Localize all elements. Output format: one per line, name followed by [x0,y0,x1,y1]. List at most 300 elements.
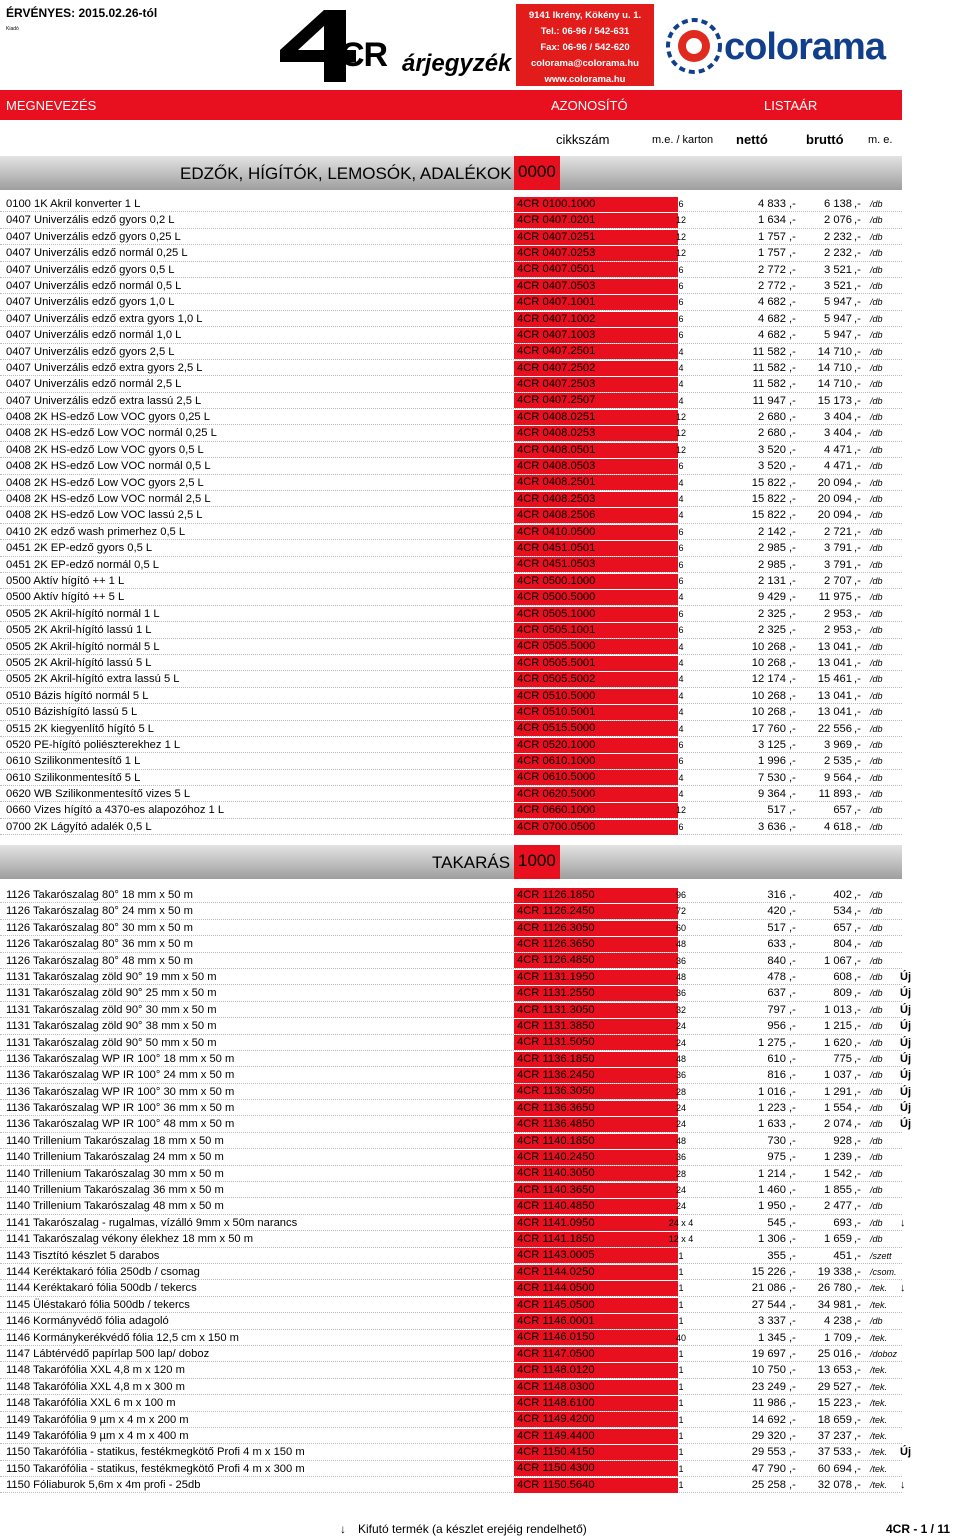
table-row[interactable] [0,475,960,491]
table-row[interactable] [0,786,960,802]
net-price-dash: ,- [789,1413,796,1426]
contact-phone: Tel.: 06-96 / 542-631 [540,26,630,37]
unit-of-measure: /db [870,1103,883,1114]
gross-price-dash: ,- [854,345,861,358]
col-me: m. e. [868,134,893,146]
net-price-dash: ,- [789,1364,796,1377]
net-price: 4 833 [758,198,786,210]
product-name: 0408 2K HS-edző Low VOC gyors 0,5 L [6,443,204,456]
product-code: 4CR 0407.0503 [514,279,678,294]
unit-of-measure: /db [870,379,883,390]
net-price-dash: ,- [789,820,796,833]
table-row[interactable] [0,1264,960,1280]
net-price-dash: ,- [789,970,796,983]
product-code: 4CR 0100.1000 [514,197,678,212]
product-code: 4CR 1150.4300 [514,1461,678,1476]
net-price-dash: ,- [789,460,796,473]
net-price-dash: ,- [789,722,796,735]
table-row[interactable] [0,802,960,818]
contact-box [516,4,654,86]
table-row[interactable] [0,969,960,985]
pack-quantity: 4 [678,723,684,734]
product-name: 1126 Takarószalag 80° 24 mm x 50 m [6,905,193,918]
new-product-badge: Új [900,1446,911,1459]
table-row[interactable] [0,1461,960,1477]
product-code: 4CR 1126.2450 [514,904,678,919]
unit-of-measure: /db [870,362,883,373]
table-row[interactable] [0,212,960,228]
unit-of-measure: /tek. [870,1430,888,1441]
net-price-dash: ,- [789,607,796,620]
gross-price: 13 041 [817,689,852,702]
product-code: 4CR 0407.2507 [514,393,678,408]
table-row[interactable] [0,1116,960,1132]
column-header-bar [0,90,902,120]
gross-price: 804 [833,938,852,951]
table-row[interactable] [0,540,960,556]
table-row[interactable] [0,721,960,737]
pack-quantity: 4 [678,379,684,390]
unit-of-measure: /db [870,1234,883,1245]
product-code: 4CR 0505.5000 [514,639,678,654]
pack-quantity: 6 [678,608,684,619]
net-price: 3 337 [758,1315,786,1328]
table-row[interactable] [0,442,960,458]
net-price: 14 692 [751,1413,786,1426]
new-product-badge: Új [900,1020,911,1033]
pack-quantity: 1 [678,1463,684,1474]
pack-quantity: 4 [678,707,684,718]
table-row[interactable] [0,1428,960,1444]
pack-quantity: 1 [678,1348,684,1359]
product-name: 1145 Üléstakaró fólia 500db / tekercs [6,1298,190,1311]
pack-quantity: 12 [675,805,686,816]
table-row[interactable] [0,1362,960,1378]
product-name: 1150 Fóliaburok 5,6m x 4m profi - 25db [6,1479,201,1492]
pack-quantity: 1 [678,1299,684,1310]
net-price-dash: ,- [789,214,796,227]
gross-price-dash: ,- [854,1233,861,1246]
unit-of-measure: /db [870,789,883,800]
table-row[interactable] [0,606,960,622]
pack-quantity: 12 [675,231,686,242]
pack-quantity: 1 [678,1365,684,1376]
table-row[interactable] [0,573,960,589]
net-price-dash: ,- [789,1397,796,1410]
net-price: 7 530 [758,771,786,784]
gross-price: 15 461 [817,673,852,686]
net-price: 1 460 [758,1184,786,1197]
product-name: 0451 2K EP-edző gyors 0,5 L [6,542,153,555]
product-name: 0505 2K Akril-hígító lassú 5 L [6,656,152,669]
net-price-dash: ,- [789,411,796,424]
gross-price-dash: ,- [854,1249,861,1262]
gross-price: 1 709 [824,1331,852,1344]
unit-of-measure: /tek. [870,1299,888,1310]
section-code-edzok: 0000 [514,156,560,190]
pack-quantity: 24 x 4 [668,1217,694,1228]
product-code: 4CR 0515.5000 [514,721,678,736]
table-row[interactable] [0,393,960,409]
net-price-dash: ,- [789,738,796,751]
gross-price-dash: ,- [854,591,861,604]
gross-price-dash: ,- [854,1413,861,1426]
table-row[interactable] [0,278,960,294]
pack-quantity: 4 [678,592,684,603]
net-price-dash: ,- [789,443,796,456]
table-row[interactable] [0,688,960,704]
product-name: 1146 Kormányvédő fólia adagoló [6,1315,169,1328]
gross-price: 809 [833,987,852,1000]
table-row[interactable] [0,887,960,903]
section-bar-edzok [0,156,902,190]
table-row[interactable] [0,376,960,392]
table-row[interactable] [0,1215,960,1231]
product-name: 0407 Univerzális edző normál 1,0 L [6,329,182,342]
pack-quantity: 72 [675,906,686,917]
unit-of-measure: /db [870,559,883,570]
pack-quantity: 24 [675,1185,686,1196]
table-row[interactable] [0,655,960,671]
gross-price: 534 [833,905,852,918]
unit-of-measure: /db [870,739,883,750]
table-row[interactable] [0,1280,960,1296]
gross-price-dash: ,- [854,640,861,653]
gross-price: 3 791 [824,558,852,571]
unit-of-measure: /db [870,1217,883,1228]
gross-price-dash: ,- [854,558,861,571]
table-row[interactable] [0,1133,960,1149]
table-row[interactable] [0,1198,960,1214]
table-row[interactable] [0,936,960,952]
publisher-tiny-text: Kiadó [6,26,19,32]
product-name: 0505 2K Akril-hígító lassú 1 L [6,624,152,637]
product-name: 1150 Takarófólia - statikus, festékmegkötő Profi 4 m x 300 m [6,1462,305,1475]
table-row[interactable] [0,1035,960,1051]
gross-price-dash: ,- [854,656,861,669]
table-row[interactable] [0,425,960,441]
pack-quantity: 4 [678,477,684,488]
product-code: 4CR 1150.5640 [514,1478,678,1493]
net-price: 2 772 [758,263,786,276]
gross-price-dash: ,- [854,1429,861,1442]
product-code: 4CR 1136.3650 [514,1101,678,1116]
unit-of-measure: /db [870,280,883,291]
table-row[interactable] [0,1084,960,1100]
gross-price: 20 094 [817,493,852,506]
product-name: 1136 Takarószalag WP IR 100° 36 mm x 50 m [6,1102,235,1115]
product-code: 4CR 1136.1850 [514,1052,678,1067]
net-price: 4 682 [758,329,786,342]
table-row[interactable] [0,1346,960,1362]
product-name: 1131 Takarószalag zöld 90° 25 mm x 50 m [6,987,217,1000]
gross-price: 1 037 [824,1069,852,1082]
gross-price: 34 981 [817,1298,852,1311]
net-price: 1 634 [758,214,786,227]
table-row[interactable] [0,557,960,573]
table-row[interactable] [0,262,960,278]
pack-quantity: 1 [678,1480,684,1491]
product-code: 4CR 1144.0500 [514,1281,678,1296]
product-name: 0505 2K Akril-hígító extra lassú 5 L [6,673,180,686]
unit-of-measure: /db [870,231,883,242]
gross-price: 3 521 [824,279,852,292]
table-row[interactable] [0,1002,960,1018]
gross-price: 3 404 [824,427,852,440]
pack-quantity: 48 [675,1053,686,1064]
table-row[interactable] [0,294,960,310]
net-price-dash: ,- [789,1331,796,1344]
unit-of-measure: /tek. [870,1414,888,1425]
net-price: 610 [767,1052,786,1065]
gross-price-dash: ,- [854,411,861,424]
net-price-dash: ,- [789,1003,796,1016]
unit-of-measure: /db [870,939,883,950]
table-row[interactable] [0,819,960,835]
unit-of-measure: /tek. [870,1480,888,1491]
product-code: 4CR 0505.1000 [514,607,678,622]
unit-of-measure: /tek. [870,1365,888,1376]
product-name: 0407 Univerzális edző normál 2,5 L [6,378,182,391]
gross-price-dash: ,- [854,738,861,751]
table-row[interactable] [0,1100,960,1116]
table-row[interactable] [0,458,960,474]
gross-price: 2 232 [824,247,852,260]
product-code: 4CR 1141.1850 [514,1232,678,1247]
table-row[interactable] [0,1018,960,1034]
net-price-dash: ,- [789,1167,796,1180]
pack-quantity: 6 [678,297,684,308]
unit-of-measure: /db [870,264,883,275]
discontinued-arrow-icon: ↓ [900,1282,906,1295]
table-row[interactable] [0,1330,960,1346]
gross-price-dash: ,- [854,820,861,833]
table-row[interactable] [0,344,960,360]
table-row[interactable] [0,1149,960,1165]
net-price: 15 226 [751,1265,786,1278]
gross-price: 14 710 [817,361,852,374]
logo-cr-text: CR [340,36,388,74]
table-row[interactable] [0,245,960,261]
table-row[interactable] [0,985,960,1001]
product-code: 4CR 0407.0501 [514,262,678,277]
table-row[interactable] [0,1444,960,1460]
product-name: 1136 Takarószalag WP IR 100° 30 mm x 50 m [6,1085,235,1098]
table-row[interactable] [0,524,960,540]
net-price: 975 [767,1151,786,1164]
table-row[interactable] [0,327,960,343]
pack-quantity: 6 [678,280,684,291]
product-name: 1150 Takarófólia - statikus, festékmegkötő Profi 4 m x 150 m [6,1446,305,1459]
gross-price-dash: ,- [854,312,861,325]
gross-price: 2 076 [824,214,852,227]
net-price: 1 950 [758,1200,786,1213]
col-me-karton: m.e. / karton [652,134,714,146]
net-price-dash: ,- [789,1052,796,1065]
table-row[interactable] [0,622,960,638]
table-row[interactable] [0,1067,960,1083]
product-name: 0407 Univerzális edző extra gyors 2,5 L [6,361,203,374]
table-row[interactable] [0,770,960,786]
gross-price: 37 533 [817,1446,852,1459]
gross-price-dash: ,- [854,1020,861,1033]
product-name: 0660 Vizes hígító a 4370-es alapozóhoz 1 L [6,804,225,817]
net-price: 3 520 [758,443,786,456]
pack-quantity: 6 [678,756,684,767]
table-row[interactable] [0,1248,960,1264]
table-row[interactable] [0,953,960,969]
net-price-dash: ,- [789,755,796,768]
table-row[interactable] [0,737,960,753]
net-price: 478 [767,970,786,983]
table-row[interactable] [0,1297,960,1313]
product-name: 1136 Takarószalag WP IR 100° 24 mm x 50 m [6,1069,235,1082]
product-name: 0520 PE-hígító poliészterekhez 1 L [6,738,181,751]
net-price: 3 125 [758,738,786,751]
unit-of-measure: /db [870,805,883,816]
discontinued-arrow-icon: ↓ [900,1479,906,1492]
table-row[interactable] [0,1313,960,1329]
product-code: 4CR 0408.0501 [514,443,678,458]
table-row[interactable] [0,589,960,605]
product-name: 0408 2K HS-edző Low VOC gyors 2,5 L [6,476,204,489]
table-row[interactable] [0,360,960,376]
table-row[interactable] [0,1379,960,1395]
gross-price: 60 694 [817,1462,852,1475]
pack-quantity: 12 [675,248,686,259]
pack-quantity: 48 [675,939,686,950]
net-price-dash: ,- [789,312,796,325]
net-price-dash: ,- [789,1380,796,1393]
gross-price: 2 953 [824,607,852,620]
gross-price-dash: ,- [854,938,861,951]
contact-website[interactable]: www.colorama.hu [544,74,626,85]
product-name: 0407 Univerzális edző normál 0,5 L [6,279,182,292]
product-code: 4CR 0610.5000 [514,770,678,785]
table-row[interactable] [0,1051,960,1067]
gross-price-dash: ,- [854,1118,861,1131]
table-row[interactable] [0,229,960,245]
net-price: 9 429 [758,591,786,604]
table-row[interactable] [0,1231,960,1247]
pack-quantity: 4 [678,641,684,652]
product-name: 0407 Univerzális edző gyors 0,25 L [6,230,181,243]
table-row[interactable] [0,507,960,523]
gross-price-dash: ,- [854,788,861,801]
gross-price: 14 710 [817,378,852,391]
gross-price: 20 094 [817,509,852,522]
table-row[interactable] [0,704,960,720]
product-code: 4CR 0505.1001 [514,623,678,638]
net-price: 11 986 [752,1397,786,1410]
net-price: 2 325 [758,624,786,637]
gross-price: 11 893 [818,788,852,801]
net-price-dash: ,- [789,1233,796,1246]
table-row[interactable] [0,920,960,936]
table-row[interactable] [0,1412,960,1428]
unit-of-measure: /db [870,428,883,439]
product-code: 4CR 1136.4850 [514,1117,678,1132]
product-name: 0408 2K HS-edző Low VOC normál 2,5 L [6,493,211,506]
net-price: 1 345 [758,1331,786,1344]
net-price: 1 996 [758,755,786,768]
table-row[interactable] [0,491,960,507]
net-price: 23 249 [751,1380,786,1393]
table-row[interactable] [0,903,960,919]
product-name: 0407 Univerzális edző gyors 0,5 L [6,263,175,276]
4cr-logo [280,10,510,82]
net-price-dash: ,- [789,279,796,292]
gross-price-dash: ,- [854,689,861,702]
pack-quantity: 4 [678,510,684,521]
unit-of-measure: /db [870,625,883,636]
net-price-dash: ,- [789,987,796,1000]
product-code: 4CR 0408.2503 [514,492,678,507]
unit-of-measure: /tek. [870,1463,888,1474]
net-price: 3 636 [758,820,786,833]
table-row[interactable] [0,1166,960,1182]
product-code: 4CR 1143.0005 [514,1248,678,1263]
product-name: 0408 2K HS-edző Low VOC normál 0,5 L [6,460,211,473]
table-row[interactable] [0,639,960,655]
net-price: 633 [767,938,786,951]
pack-quantity: 24 [675,1201,686,1212]
col-netto: nettó [736,132,768,147]
net-price: 1 016 [758,1085,786,1098]
product-name: 0408 2K HS-edző Low VOC lassú 2,5 L [6,509,203,522]
product-code: 4CR 1147.0500 [514,1347,678,1362]
product-name: 1149 Takarófólia 9 µm x 4 m x 200 m [6,1413,189,1426]
net-price-dash: ,- [789,329,796,342]
product-code: 4CR 0500.5000 [514,590,678,605]
table-row[interactable] [0,311,960,327]
net-price-dash: ,- [789,1118,796,1131]
table-row[interactable] [0,1182,960,1198]
unit-of-measure: /db [870,215,883,226]
product-code: 4CR 1126.4850 [514,953,678,968]
net-price: 2 985 [758,558,786,571]
table-row[interactable] [0,1395,960,1411]
gross-price: 1 855 [824,1184,852,1197]
product-name: 0407 Univerzális edző normál 0,25 L [6,247,188,260]
gross-price-dash: ,- [854,1380,861,1393]
product-name: 1148 Takarófólia XXL 4,8 m x 120 m [6,1364,185,1377]
product-code: 4CR 1140.3050 [514,1166,678,1181]
table-row[interactable] [0,671,960,687]
gross-price: 37 237 [817,1429,852,1442]
product-code: 4CR 0505.5001 [514,656,678,671]
unit-of-measure: /db [870,412,883,423]
unit-of-measure: /db [870,821,883,832]
contact-email[interactable]: colorama@colorama.hu [531,58,639,69]
product-code: 4CR 0408.0253 [514,426,678,441]
product-name: 0510 Bázishígító lassú 5 L [6,706,138,719]
net-price: 12 174 [751,673,786,686]
table-row[interactable] [0,196,960,212]
pack-quantity: 6 [678,821,684,832]
net-price-dash: ,- [789,1184,796,1197]
gross-price: 20 094 [817,476,852,489]
logo-arjegyzek-text: árjegyzék [402,50,512,77]
table-row[interactable] [0,753,960,769]
product-code: 4CR 0407.1002 [514,312,678,327]
gross-price-dash: ,- [854,1265,861,1278]
unit-of-measure: /db [870,477,883,488]
table-row[interactable] [0,1477,960,1493]
table-row[interactable] [0,409,960,425]
net-price: 11 947 [752,394,786,407]
gross-price-dash: ,- [854,1446,861,1459]
